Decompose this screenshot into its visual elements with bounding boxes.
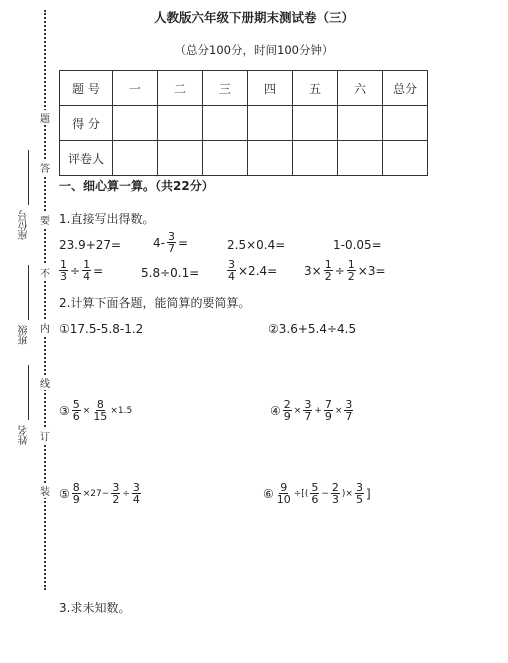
denominator: 7	[304, 410, 312, 423]
denominator: 6	[72, 410, 80, 423]
expr-text: ×	[334, 405, 343, 416]
expr-text: ÷	[70, 263, 81, 278]
fraction	[132, 482, 141, 505]
denominator: 9	[72, 493, 80, 506]
numerator: 1	[347, 258, 355, 271]
binding-char: 答	[37, 160, 53, 175]
numerator: 5	[311, 481, 319, 494]
expr-text: 3×	[304, 263, 322, 278]
score-cell[interactable]	[338, 106, 383, 141]
calc-problem	[59, 482, 141, 505]
numerator: 2	[283, 398, 291, 411]
expr-text: ×3=	[357, 263, 386, 278]
fraction	[92, 399, 108, 422]
expr-text: +	[314, 405, 322, 416]
fraction	[324, 399, 333, 422]
expr-text: 4-	[153, 235, 165, 250]
name-line	[28, 365, 29, 420]
score-cell[interactable]	[203, 106, 248, 141]
fraction	[355, 482, 364, 505]
denominator: 3	[331, 493, 339, 506]
numerator: 1	[83, 258, 91, 271]
table-header-cell: 六	[338, 71, 383, 106]
numerator: 3	[132, 481, 140, 494]
grader-cell[interactable]	[158, 141, 203, 176]
fraction	[303, 399, 312, 422]
calc-problem	[270, 399, 353, 422]
numerator: 3	[167, 230, 175, 243]
score-cell[interactable]	[383, 106, 428, 141]
table-row	[60, 106, 428, 141]
score-cell[interactable]	[293, 106, 338, 141]
numerator: 5	[72, 398, 80, 411]
table-header-cell: 一	[113, 71, 158, 106]
numerator: 2	[331, 481, 339, 494]
grader-cell[interactable]	[293, 141, 338, 176]
denominator: 4	[83, 270, 91, 283]
expr-text: ]	[365, 486, 371, 501]
binding-char: 内	[37, 320, 53, 335]
section-heading: 一、细心算一算。（共22分）	[59, 179, 214, 193]
fraction	[111, 482, 120, 505]
denominator: 10	[276, 493, 291, 506]
question-label: 2.计算下面各题，能简算的要简算。	[59, 296, 251, 310]
denominator: 5	[355, 493, 363, 506]
fraction	[276, 482, 292, 505]
numerator: 7	[324, 398, 332, 411]
table-header-cell: 题 号	[60, 71, 113, 106]
fraction	[344, 399, 353, 422]
score-table	[59, 70, 428, 176]
numerator: 1	[324, 258, 332, 271]
problem-number: ③	[59, 403, 70, 418]
numerator: 8	[96, 398, 104, 411]
score-cell[interactable]	[113, 106, 158, 141]
numerator: 3	[228, 258, 235, 271]
denominator: 9	[283, 410, 291, 423]
binding-char: 线	[37, 375, 53, 390]
denominator: 7	[345, 410, 353, 423]
denominator: 15	[93, 410, 108, 423]
fraction	[167, 231, 176, 254]
score-cell[interactable]	[158, 106, 203, 141]
expr-text: −	[321, 488, 329, 499]
table-header-cell: 三	[203, 71, 248, 106]
score-cell[interactable]	[248, 106, 293, 141]
table-row	[60, 141, 428, 176]
question-label: 1.直接写出得数。	[59, 212, 155, 226]
problem-number: ④	[270, 403, 281, 418]
expr-text: ÷[(	[293, 488, 309, 499]
oral-item	[59, 259, 103, 282]
table-header-cell: 四	[248, 71, 293, 106]
calc-problem: ①17.5-5.8-1.2	[59, 322, 144, 336]
denominator: 3	[60, 270, 67, 283]
oral-item: 2.5×0.4=	[227, 238, 286, 252]
name-label: 姓名	[19, 425, 30, 445]
table-row-label: 评卷人	[60, 141, 113, 176]
table-header-cell: 二	[158, 71, 203, 106]
fraction	[331, 482, 340, 505]
problem-number: ⑤	[59, 486, 70, 501]
numerator: 3	[304, 398, 312, 411]
grader-cell[interactable]	[113, 141, 158, 176]
table-row	[60, 71, 428, 106]
numerator: 9	[280, 481, 288, 494]
expr-text: ×1.5	[110, 405, 133, 416]
binding-char: 不	[37, 265, 53, 280]
fraction	[72, 399, 81, 422]
oral-item	[227, 259, 277, 282]
problem-number: ⑥	[263, 486, 274, 501]
oral-item	[304, 259, 386, 282]
expr-text: ÷	[122, 488, 130, 499]
expr-text: ×2.4=	[238, 263, 278, 278]
denominator: 2	[347, 270, 355, 283]
calc-problem	[263, 482, 371, 505]
fraction	[283, 399, 292, 422]
numerator: 3	[345, 398, 353, 411]
fraction	[72, 482, 81, 505]
denominator: 4	[132, 493, 140, 506]
numerator: 3	[355, 481, 363, 494]
denominator: 2	[324, 270, 332, 283]
table-row-label: 得 分	[60, 106, 113, 141]
oral-item: 5.8÷0.1=	[141, 266, 200, 280]
expr-text: )×	[341, 488, 353, 499]
expr-text: ×	[82, 405, 91, 416]
fraction	[82, 259, 91, 282]
oral-item	[153, 231, 188, 254]
numerator: 3	[112, 481, 120, 494]
binding-char: 要	[37, 212, 53, 227]
oral-item: 1-0.05=	[333, 238, 382, 252]
numerator: 1	[60, 258, 67, 271]
fraction	[324, 259, 333, 282]
grader-cell[interactable]	[203, 141, 248, 176]
table-header-cell: 五	[293, 71, 338, 106]
question-label: 3.求未知数。	[59, 601, 131, 615]
class-line	[28, 265, 29, 320]
binding-char: 订	[37, 428, 53, 443]
grader-cell[interactable]	[338, 141, 383, 176]
page-subtitle: （总分100分，时间100分钟）	[174, 43, 334, 57]
seat-number-line	[28, 150, 29, 205]
denominator: 9	[324, 410, 332, 423]
grader-cell[interactable]	[248, 141, 293, 176]
oral-item: 23.9+27=	[59, 238, 122, 252]
denominator: 7	[167, 242, 175, 255]
grader-cell[interactable]	[383, 141, 428, 176]
expr-text: =	[93, 263, 104, 278]
table-header-cell: 总分	[383, 71, 428, 106]
page-title: 人教版六年级下册期末测试卷（三）	[153, 10, 354, 25]
denominator: 4	[228, 270, 235, 283]
fraction	[347, 259, 356, 282]
expr-text: ÷	[334, 263, 345, 278]
denominator: 6	[311, 493, 319, 506]
fraction	[59, 259, 68, 282]
expr-text: ×27−	[82, 488, 110, 499]
expr-text: =	[177, 235, 189, 250]
binding-dotted-line	[44, 10, 46, 590]
calc-problem	[59, 399, 132, 422]
numerator: 8	[72, 481, 80, 494]
denominator: 2	[112, 493, 120, 506]
class-label: 班级	[19, 325, 30, 345]
calc-problem: ②3.6+5.4÷4.5	[268, 322, 357, 336]
fraction	[227, 259, 236, 282]
fraction	[310, 482, 319, 505]
binding-char: 装	[37, 483, 53, 498]
expr-text: ×	[293, 405, 302, 416]
seat-number-label: 座位号	[19, 210, 30, 240]
binding-char: 题	[37, 110, 53, 125]
